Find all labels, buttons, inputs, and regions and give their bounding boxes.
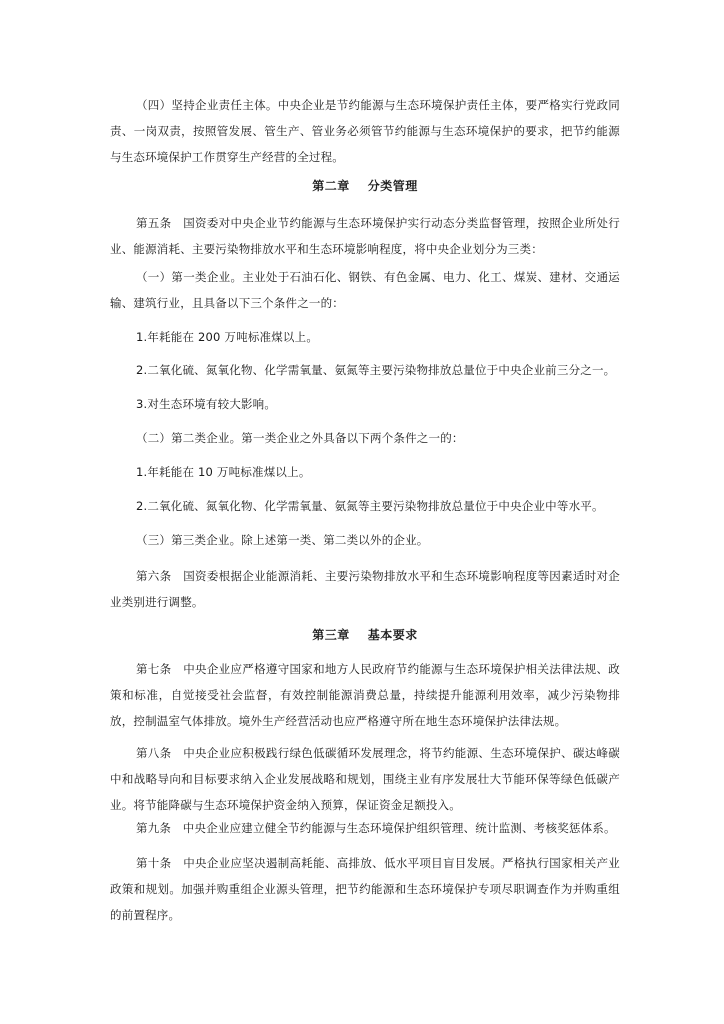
chapter-number: 第二章 [312, 179, 350, 193]
chapter-title: 分类管理 [367, 179, 418, 193]
category-1: （一）第一类企业。主业处于石油石化、钢铁、有色金属、电力、化工、煤炭、建材、交通运输、建筑行业，且具备以下三个条件之一的： [110, 270, 620, 310]
category-2-condition-1: 1.年耗能在 10 万吨标准煤以上。 [136, 465, 311, 479]
chapter-number: 第三章 [312, 628, 350, 642]
article-10: 第十条 中央企业应坚决遏制高耗能、高排放、低水平项目盲目发展。严格执行国家相关产业政策和规划。加强并购重组企业源头管理，把节约能源和生态环境保护专项尽职调查作为并购重组的前置程序。 [110, 856, 620, 922]
article-6: 第六条 国资委根据企业能源消耗、主要污染物排放水平和生态环境影响程度等因素适时对企业类别进行调整。 [110, 569, 620, 609]
article-7: 第七条 中央企业应严格遵守国家和地方人民政府节约能源与生态环境保护相关法律法规、政策和标准，自觉接受社会监督，有效控制能源消费总量，持续提升能源利用效率，减少污染物排放，控制温室气体排放。境外生产经营活动也应严格遵守所在地生态环境保护法律法规。 [110, 662, 620, 728]
category-2-condition-2: 2.二氧化硫、氮氧化物、化学需氧量、氨氮等主要污染物排放总量位于中央企业中等水平。 [136, 499, 604, 513]
article-9: 第九条 中央企业应建立健全节约能源与生态环境保护组织管理、统计监测、考核奖惩体系。 [136, 821, 616, 835]
article-8: 第八条 中央企业应积极践行绿色低碳循环发展理念，将节约能源、生态环境保护、碳达峰碳中和战略导向和目标要求纳入企业发展战略和规划，围绕主业有序发展壮大节能环保等绿色低碳产业。将节能降碳与生态环境保护资金纳入预算，保证资金足额投入。 [110, 746, 620, 812]
paragraph-principle-4: （四）坚持企业责任主体。中央企业是节约能源与生态环境保护责任主体，要严格实行党政同责、一岗双责，按照管发展、管生产、管业务必须管节约能源与生态环境保护的要求，把节约能源与生态环境保护工作贯穿生产经营的全过程。 [110, 98, 620, 164]
chapter-title: 基本要求 [367, 628, 418, 642]
category-1-condition-2: 2.二氧化硫、氮氧化物、化学需氧量、氨氮等主要污染物排放总量位于中央企业前三分之一。 [136, 363, 616, 377]
article-5: 第五条 国资委对中央企业节约能源与生态环境保护实行动态分类监督管理，按照企业所处行业、能源消耗、主要污染物排放水平和生态环境影响程度，将中央企业划分为三类： [110, 216, 620, 256]
category-1-condition-3: 3.对生态环境有较大影响。 [136, 397, 277, 411]
category-3: （三）第三类企业。除上述第一类、第二类以外的企业。 [136, 533, 429, 547]
chapter-3-heading [110, 625, 620, 645]
chapter-2-heading [110, 176, 620, 196]
category-1-condition-1: 1.年耗能在 200 万吨标准煤以上。 [136, 330, 319, 344]
category-2: （二）第二类企业。第一类企业之外具备以下两个条件之一的： [136, 431, 464, 445]
